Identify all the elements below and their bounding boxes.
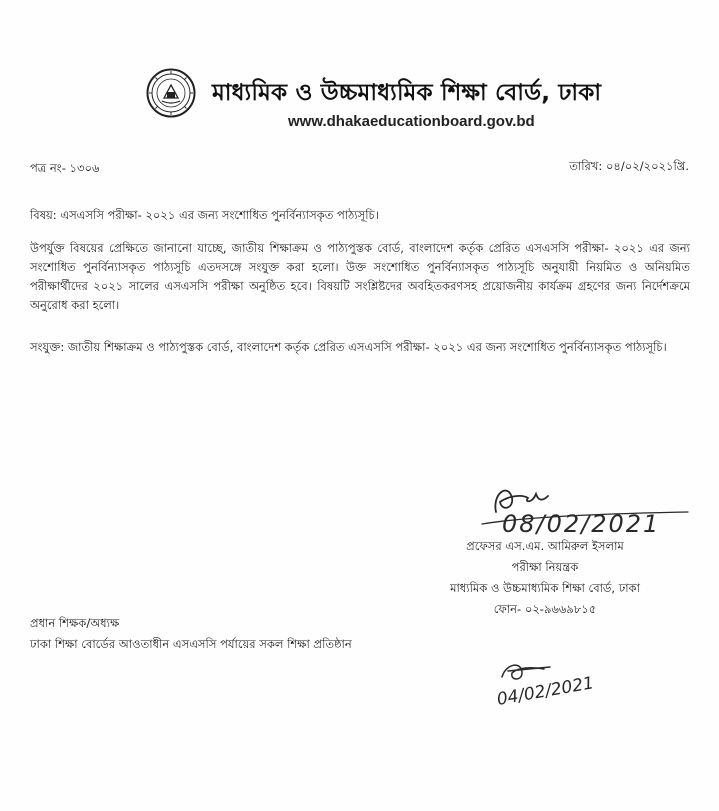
signatory-designation: পরীক্ষা নিয়ন্ত্রক xyxy=(511,560,579,574)
recipient-institutions: ঢাকা শিক্ষা বোর্ডের আওতাধীন এসএসসি পর্যায়ের সকল শিক্ষা প্রতিষ্ঠান xyxy=(30,637,352,651)
board-name-heading: মাধ্যমিক ও উচ্চমাধ্যমিক শিক্ষা বোর্ড, ঢাকা xyxy=(212,80,602,106)
board-seal-logo xyxy=(146,68,196,118)
board-website: www.dhakaeducationboard.gov.bd xyxy=(288,113,535,130)
recipient-title: প্রধান শিক্ষক/অধ্যক্ষ xyxy=(30,616,120,630)
subject-line: বিষয়: এসএসসি পরীক্ষা- ২০২১ এর জন্য সংশোধিত পুনর্বিন্যাসকৃত পাঠ্যসূচি। xyxy=(30,208,379,222)
signatory-block xyxy=(420,536,670,620)
body-paragraph: উপর্যুক্ত বিষয়ের প্রেক্ষিতে জানানো যাচ্ছে, জাতীয় শিক্ষাক্রম ও পাঠ্যপুস্তক বোর্ড, বাংলাদেশ কর্তৃক প্রেরিত এসএসসি পরীক্ষা- ২০২১ এর জন্য সংশোধিত পুনর্বিন্যাসকৃত পাঠ্যসূচি এতদসঙ্গে সংযুক্ত করা হলো। উক্ত সংশোধিত পুনর্বিন্যাসকৃত পাঠ্যসূচি অনুযায়ী নিয়মিত ও অনিয়মিত পরীক্ষার্থীদের ২০২১ সালের এসএসসি পরীক্ষা অনুষ্ঠিত হবে। বিষয়টি সংশ্লিষ্টদের অবহিতকরণসহ প্রয়োজনীয় কার্যক্রম গ্রহণের জন্য নির্দেশক্রমে অনুরোধ করা হলো। xyxy=(30,241,690,312)
signatory-name: প্রফেসর এস.এম. আমিরুল ইসলাম xyxy=(466,539,624,553)
controller-signature-date: 08/02/2021 xyxy=(502,510,661,538)
initial-signature xyxy=(492,655,612,717)
signatory-phone: ফোন- ০২-৯৬৬৯৮১৫ xyxy=(493,602,597,616)
recipient-block xyxy=(30,613,352,655)
memo-number: পত্র নং- ১৩০৬ xyxy=(30,161,100,175)
signatory-office: মাধ্যমিক ও উচ্চমাধ্যমিক শিক্ষা বোর্ড, ঢাকা xyxy=(450,581,640,595)
memo-date: তারিখ: ০৪/০২/২০২১খ্রি. xyxy=(569,159,689,173)
attachment-note: সংযুক্ত: জাতীয় শিক্ষাক্রম ও পাঠ্যপুস্তক বোর্ড, বাংলাদেশ কর্তৃক প্রেরিত এসএসসি পরীক্ষা- ২০২১ এর জন্য সংশোধিত পুনর্বিন্যাসকৃত পাঠ্যসূচি। xyxy=(30,340,667,354)
controller-signature xyxy=(478,472,698,542)
initial-signature-date: 04/02/2021 xyxy=(495,673,596,710)
